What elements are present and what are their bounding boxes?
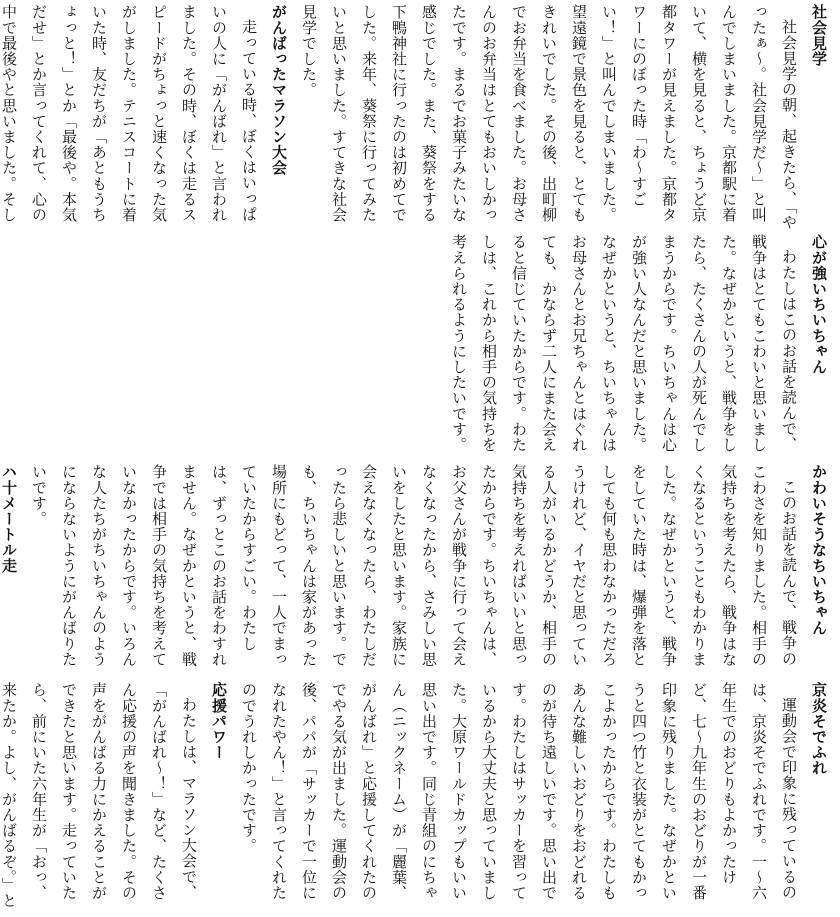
essay-chiichan-pitiful [24, 464, 834, 674]
essay-body: わたしはこのお話を読んで、戦争はとてもこわいと思いました。なぜかというと、戦争をしたら、たくさんの人が死んでしまうからです。ちいちゃんは心が強い人なんだと思いました。なぜかというと、ちいちゃんはお母さんとお兄ちゃんとはぐれても、かならず二人にまた会えると信じていたからです。わたしは、これから相手の気持ちを考えられるようにしたいです。 [450, 234, 798, 453]
tier-second [6, 234, 834, 456]
essay-title: ハ十メートル走 [0, 464, 18, 574]
tier-bottom [0, 682, 834, 914]
essay-80m-race [0, 464, 24, 674]
tier-third [0, 464, 834, 674]
essay-title: がんばったマラソン大会 [270, 4, 288, 176]
essay-body: 走っている時、ぼくはいっぱいの人に「がんばれ」と言われました。その時、ぼくは走るスピードがちょっと速くなった気がしました。テニスコートに着いた時、友だちが「あともうちょっと！」とか「最後や。本気だせ」とか言ってくれて、心の中で最後やと思いました。そし [0, 4, 258, 223]
essay-marathon [0, 4, 294, 232]
essay-body: 運動会で印象に残っているのは、京炎そでふれです。一～六年生でのおどりもよかったけど、七～九年生のおどりが一番印象に残りました。なぜかというと四つ竹と衣装がとてもかっこよかったからです。わたしもあんな難しいおどりをおどれるのが待ち遠しいです。思い出です。わたしはサッカーを習っているから大丈夫と思っていました。大原ワールドカップもいい思い出です。同じ青組のにちゃん（ニックネーム）が「麗葉、がんばれ」と応援してくれたのでやる気が出ました。運動会の後、パパが「サッカーで一位になれたやん！」と言ってくれたのでうれしかったです。 [240, 682, 798, 901]
essay-title: 京炎そでふれ [810, 682, 828, 776]
essay-chiichan-strong [444, 234, 834, 456]
essay-cheer-power [0, 682, 234, 914]
essay-social-study [294, 4, 834, 232]
essay-title: 社会見学 [810, 4, 828, 67]
essay-body: このお話を読んで、戦争のこわさを知りました。相手の気持ちを考えたら、戦争はなくなるということもわかりました。なぜかというと、戦争をしていた時は、爆弾を落としても何も思わなかっただろうけれど、イヤだと思っている人がいるかどうか、相手の気持ちを考えればいいと思ったからです。ちいちゃんは、お父さんが戦争に行って会えなくなったから、さみしい思いをしたと思います。家族に会えなくなったら、わたしだったら悲しいと思います。でも、ちいちゃんは家があった場所にもどって、一人でまっていたからすごい。わたしは、ずっとこのお話をわすれません。なぜかというと、戦争では相手の気持ちを考えていなかったからです。いろんな人たちがちいちゃんのようにならないようにがんばりたいです。 [30, 464, 798, 667]
tier-top [0, 4, 834, 232]
essay-title: かわいそうなちいちゃん [810, 464, 828, 636]
essay-title: 心が強いちいちゃん [810, 234, 828, 375]
essay-body: 社会見学の朝、起きたら、「やったぁ～。社会見学だ～」と叫んでしまいました。京都駅に着いて、横を見ると、ちょうど京都タワーが見えました。京都タワーにのぼった時「わ～すごい！」と叫んでしまいました。望遠鏡で景色を見ると、とてもきれいでした。その後、出町柳でお弁当を食べました。お母さんのお弁当はとてもおいしかったです。まるでお菓子みたいな感じでした。また、葵祭をする下鴨神社に行ったのは初めてでした。来年、葵祭に行ってみたいと思いました。すてきな社会見学でした。 [300, 4, 798, 230]
essay-body: わたしは、マラソン大会で、「がんばれ～！」など、たくさん応援の声を聞きました。その声をがんばる力にかえることができたと思います。走っていたら、前にいた六年生が「おっ、来たか。よし、がんばるぞ。」と [0, 682, 198, 909]
essay-kyoen-sodefure [234, 682, 834, 914]
essay-title: 応援パワー [210, 682, 228, 760]
